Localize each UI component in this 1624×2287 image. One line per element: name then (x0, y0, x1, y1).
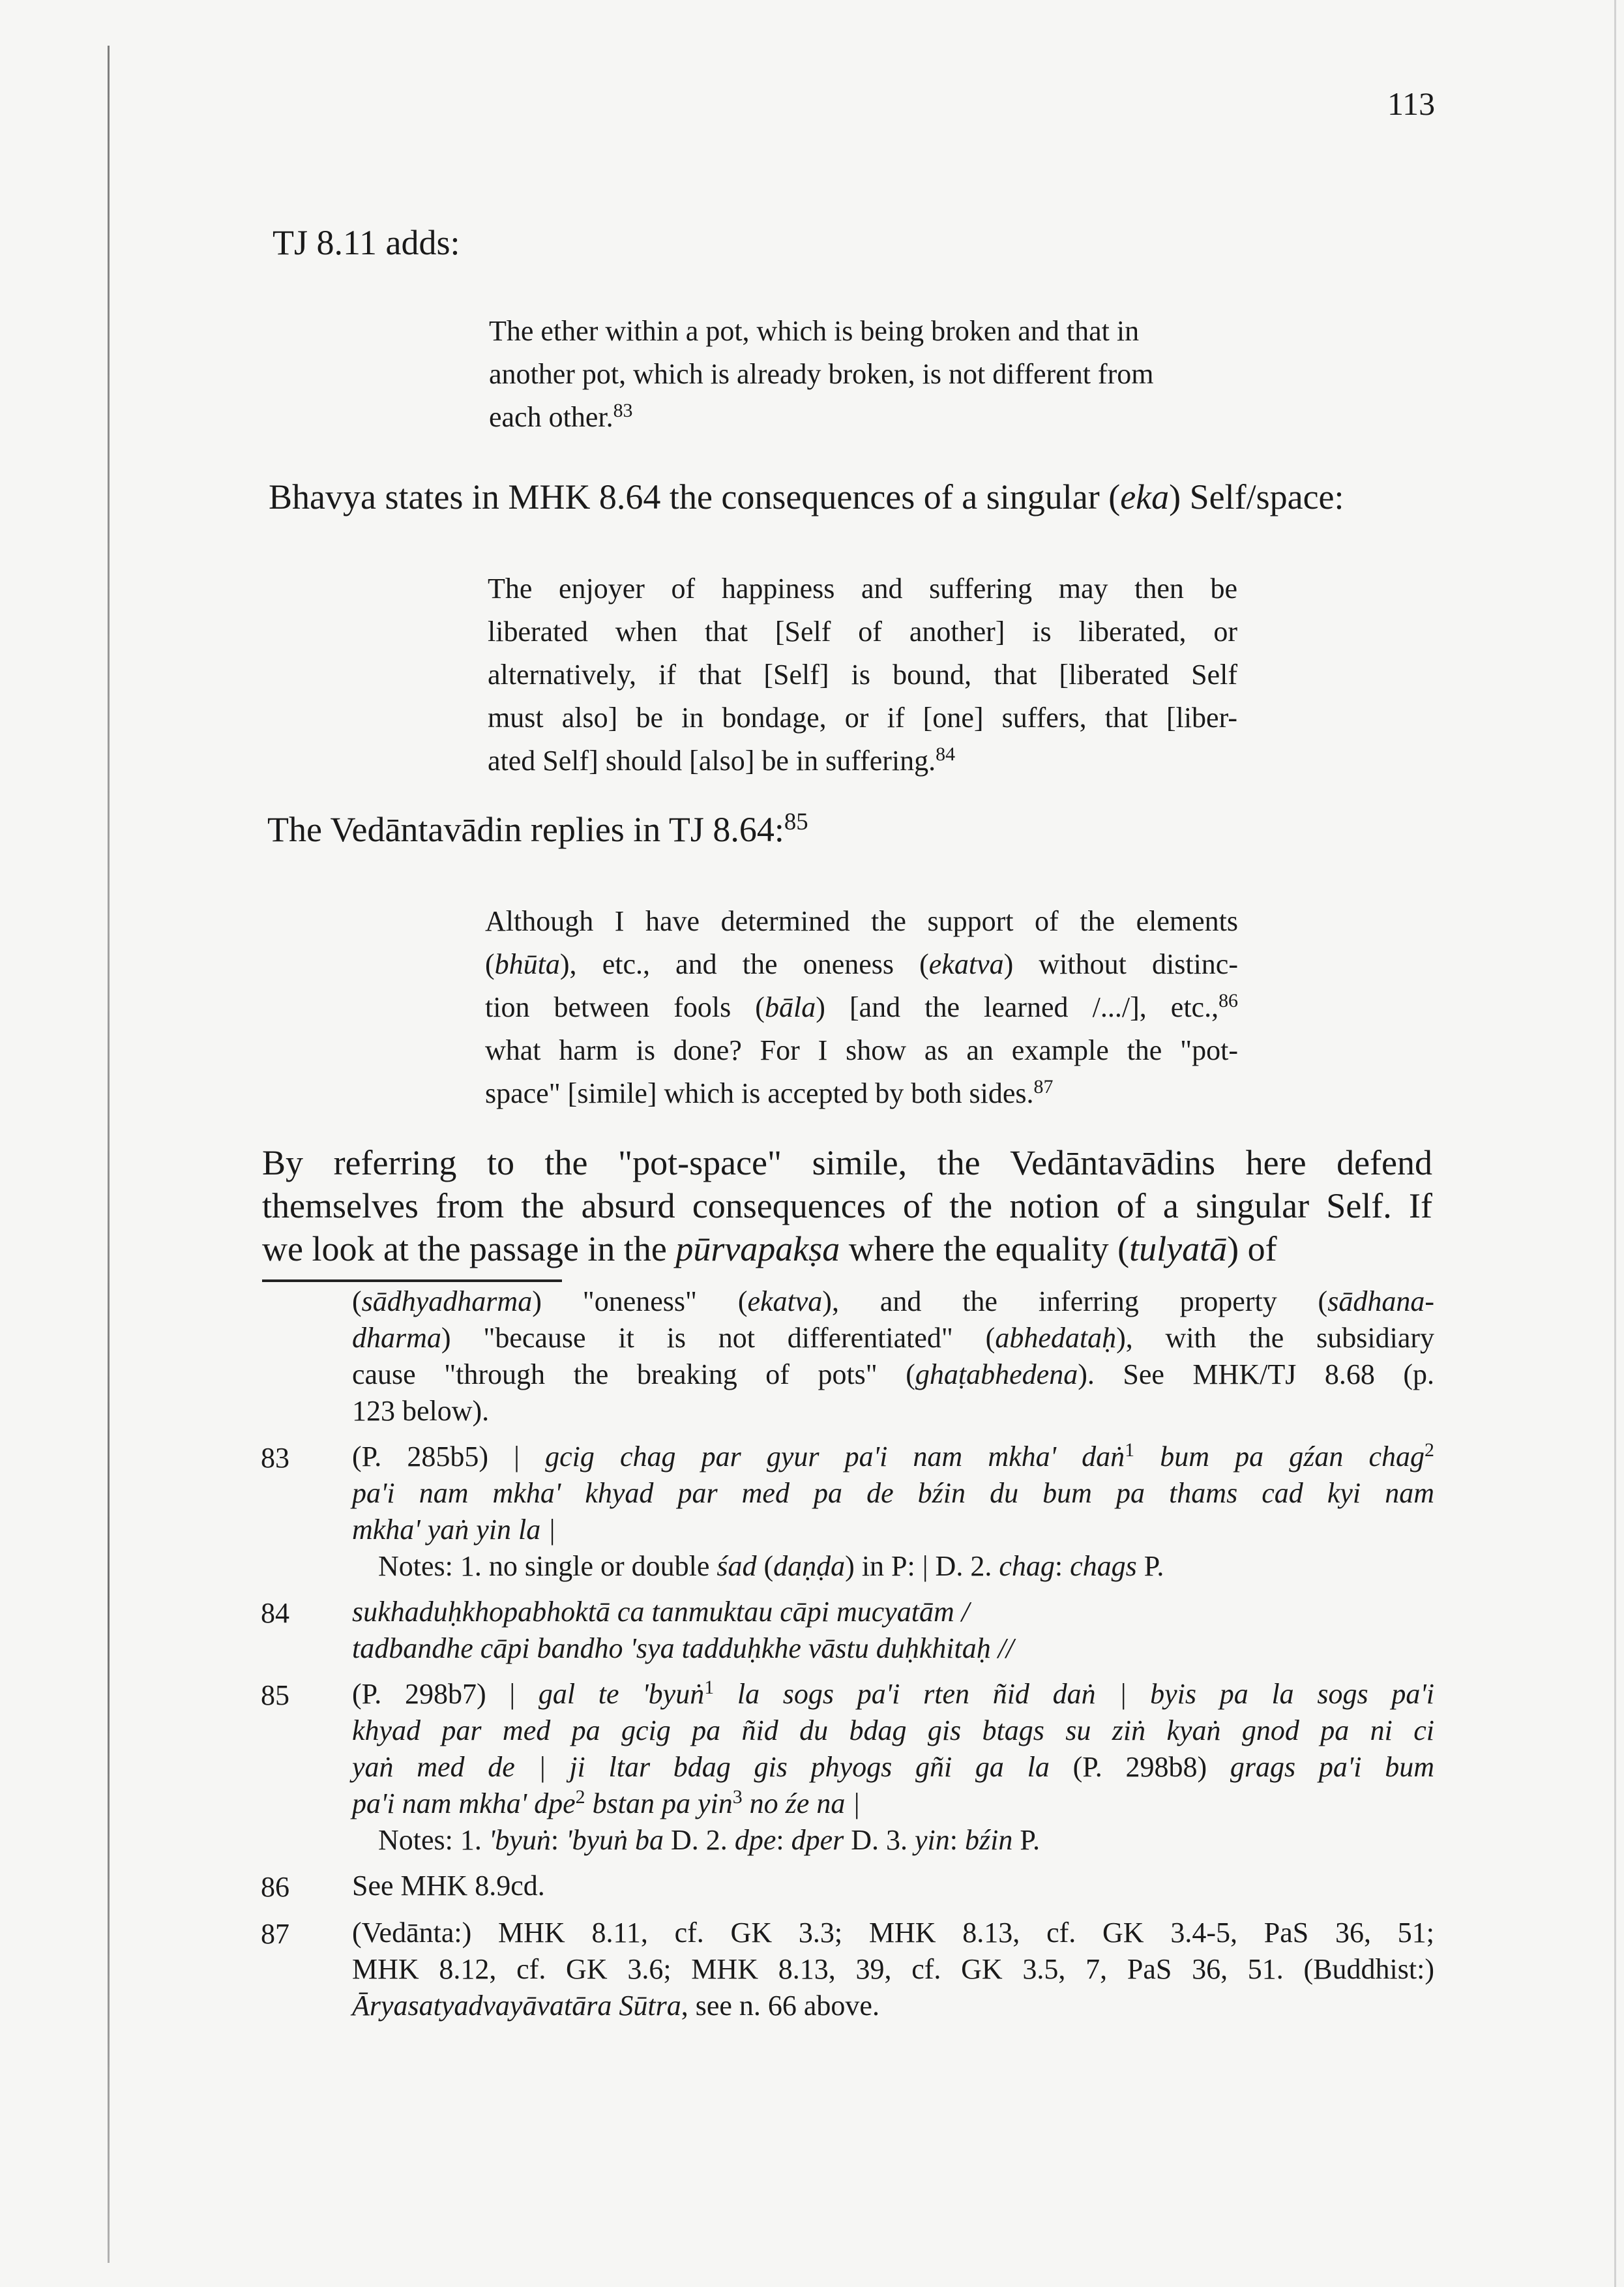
quote-line: The enjoyer of happiness and suffering may then be (488, 573, 1237, 605)
body-line: themselves from the absurd consequences of the notion of a singular Self. If (262, 1186, 1432, 1225)
intro-text: Bhavya states in MHK 8.64 the consequences of a singular ( (269, 477, 1121, 516)
fn-line: tadbandhe cāpi bandho 'sya tadduḥkhe vāstu duḥkhitaḥ // (352, 1632, 1014, 1664)
t: Notes: 1. (378, 1824, 489, 1856)
fn-line: See MHK 8.9cd. (352, 1870, 545, 1902)
footnote-number: 87 (261, 1918, 289, 1950)
body-paragraph (262, 1141, 1432, 1270)
footnote-continuation (352, 1283, 1434, 1429)
footnote-number: 84 (261, 1597, 289, 1629)
fn-line (352, 1283, 1434, 1320)
fn-line: mkha' yaṅ yin la | (352, 1514, 556, 1546)
term-tulyata: tulyatā (1129, 1229, 1228, 1268)
term: grags pa'i bum (1230, 1751, 1434, 1783)
footnote-ref-86[interactable]: 86 (1218, 990, 1238, 1012)
t: ) [and the learned /.../], etc., (816, 991, 1219, 1023)
footnotes (261, 1283, 1434, 2024)
fn-line (352, 1676, 1434, 1712)
term: pa'i nam mkha' dpe (352, 1787, 576, 1819)
t: P. (1012, 1824, 1040, 1856)
term-bala: bāla (764, 991, 816, 1023)
quote-line: another pot, which is already broken, is not different from (489, 358, 1154, 390)
t: ). See MHK/TJ 8.68 (p. (1078, 1358, 1434, 1390)
footnote-ref-84[interactable]: 84 (936, 743, 956, 766)
footnote-body (352, 1439, 1434, 1585)
t: ) "because it is not differentiated" ( (441, 1322, 996, 1354)
term-ekatva: ekatva (928, 948, 1004, 980)
t: D. 2. (664, 1824, 735, 1856)
fn-line (352, 1786, 1434, 1822)
t: space" [simile] which is accepted by both sides. (485, 1077, 1034, 1109)
term: bum pa gźan chag (1134, 1441, 1425, 1472)
fn-line: (Vedānta:) MHK 8.11, cf. GK 3.3; MHK 8.13, cf. GK 3.4-5, PaS 36, 51; (352, 1917, 1434, 1949)
quote-line (485, 943, 1238, 986)
footnote-body (352, 1915, 1434, 2024)
intro-text: The Vedāntavādin replies in TJ 8.64: (267, 810, 784, 849)
fn-line (352, 1320, 1434, 1356)
quote-tj-8-64 (485, 900, 1238, 1115)
t: P. (1136, 1550, 1164, 1582)
t: ), with the subsidiary (1116, 1322, 1434, 1354)
footnote-85 (261, 1676, 1434, 1859)
term: gcig chag par gyur pa'i nam mkha' daṅ (545, 1441, 1125, 1472)
term: 'byuṅ (488, 1824, 551, 1856)
footnote-87 (261, 1915, 1434, 2024)
fn-line: 123 below). (352, 1395, 490, 1427)
note-marker: 2 (575, 1786, 585, 1808)
term: chag (999, 1550, 1055, 1582)
term-purvapaksa: pūrvapakṣa (675, 1229, 840, 1268)
footnote-ref-87[interactable]: 87 (1033, 1076, 1054, 1098)
fn-line (352, 1988, 1434, 2024)
term: gal te 'byuṅ (538, 1678, 705, 1710)
note-marker: 3 (732, 1786, 743, 1808)
body-line (262, 1227, 1432, 1270)
t: : (550, 1824, 567, 1856)
fn-notes (352, 1822, 1434, 1859)
scan-shadow-left (108, 46, 110, 2263)
footnote-number: 86 (261, 1871, 289, 1903)
footnote-ref-85[interactable]: 85 (784, 807, 808, 835)
intro-tj-8-11: TJ 8.11 adds: (273, 223, 460, 262)
fn-line (352, 1749, 1434, 1786)
fn-line: MHK 8.12, cf. GK 3.6; MHK 8.13, 39, cf. GK 3.5, 7, PaS 36, 51. (Buddhist:) (352, 1953, 1434, 1985)
term: sādhyadharma (361, 1285, 533, 1317)
intro-text: ) Self/space: (1169, 477, 1344, 516)
term: no źe na | (742, 1787, 861, 1819)
term: dharma (352, 1322, 441, 1354)
note-marker: 2 (1425, 1439, 1434, 1461)
note-marker: 1 (1125, 1439, 1135, 1461)
t: ( (352, 1285, 362, 1317)
footnote-number: 85 (261, 1679, 289, 1711)
quote-tj-8-11 (489, 310, 1297, 439)
term: la sogs pa'i rten ñid daṅ | byis pa la sogs pa'i (714, 1678, 1434, 1710)
fn-line (352, 1439, 1434, 1475)
footnote-83 (261, 1439, 1434, 1585)
term: bźin (965, 1824, 1013, 1856)
fn-line (352, 1356, 1434, 1393)
t: D. 3. (844, 1824, 915, 1856)
note-marker: 1 (704, 1677, 715, 1699)
page-number: 113 (1387, 85, 1436, 122)
fn-notes (352, 1548, 1434, 1585)
t: , see n. 66 above. (681, 1990, 879, 2022)
quote-mhk-8-64 (488, 567, 1237, 783)
term: yin (915, 1824, 950, 1856)
t: ), and the inferring property ( (822, 1285, 1328, 1317)
footnote-ref-83[interactable]: 83 (613, 400, 633, 422)
t: where the equality ( (840, 1229, 1130, 1268)
scan-shadow-right (1614, 0, 1616, 2287)
t: (P. 285b5) | (352, 1441, 546, 1472)
t: (P. 298b8) (1049, 1751, 1230, 1783)
t: tion between fools ( (485, 991, 765, 1023)
intro-term-eka: eka (1120, 477, 1170, 516)
term: yaṅ med de | ji ltar bdag gis phyogs gñi ga la (352, 1751, 1050, 1783)
term: ekatva (747, 1285, 823, 1317)
footnote-body (352, 1594, 1434, 1667)
term: śad (716, 1550, 757, 1582)
t: : (949, 1824, 966, 1856)
quote-line: what harm is done? For I show as an example the "pot- (485, 1034, 1238, 1066)
quote-line (489, 396, 1297, 439)
t: (P. 298b7) | (352, 1678, 539, 1710)
footnote-body (352, 1868, 1434, 1906)
term: 'byuṅ ba (566, 1824, 664, 1856)
intro-tj-8-64 (267, 807, 808, 849)
quote-line: alternatively, if that [Self] is bound, that [liberated Self (488, 659, 1237, 691)
fn-line: khyad par med pa gcig pa ñid du bdag gis btags su ziṅ kyaṅ gnod pa ni ci (352, 1714, 1434, 1746)
footnote-84 (261, 1594, 1434, 1667)
quote-line (485, 1072, 1238, 1115)
quote-line (485, 986, 1238, 1029)
t: cause "through the breaking of pots" ( (352, 1358, 915, 1390)
t: ) of (1227, 1229, 1277, 1268)
t: ) in P: | D. 2. (845, 1550, 999, 1582)
quote-line (488, 740, 1237, 783)
footnote-86 (261, 1868, 1434, 1906)
term: sādhana- (1327, 1285, 1434, 1317)
term-bhuta: bhūta (494, 948, 560, 980)
term: ghaṭabhedena (915, 1358, 1078, 1390)
quote-line: The ether within a pot, which is being broken and that in (489, 315, 1140, 347)
t: we look at the passage in the (262, 1229, 676, 1268)
t: : (776, 1824, 791, 1856)
t: ) "oneness" ( (532, 1285, 748, 1317)
footnote-number: 83 (261, 1442, 289, 1474)
term: daṇḍa (773, 1550, 846, 1582)
t: Notes: 1. no single or double (378, 1550, 717, 1582)
body-line: By referring to the "pot-space" simile, the Vedāntavādins here defend (262, 1143, 1432, 1182)
footnote-body (352, 1676, 1434, 1859)
quote-line: Although I have determined the support of the elements (485, 905, 1238, 937)
t: ( (485, 948, 495, 980)
term: Āryasatyadvayāvatāra Sūtra (352, 1990, 681, 2022)
quote-line: liberated when that [Self of another] is liberated, or (488, 616, 1237, 648)
t: : (1054, 1550, 1070, 1582)
t: ( (756, 1550, 774, 1582)
term: dper (791, 1824, 844, 1856)
quote-line: must also] be in bondage, or if [one] suffers, that [liber- (488, 702, 1237, 734)
quote-line-text: ated Self] should [also] be in suffering. (488, 745, 936, 777)
fn-line: pa'i nam mkha' khyad par med pa de bźin du bum pa thams cad kyi nam (352, 1477, 1434, 1509)
fn-line: sukhaduḥkhopabhoktā ca tanmuktau cāpi mucyatām / (352, 1596, 970, 1628)
term: chags (1070, 1550, 1137, 1582)
intro-mhk-8-64 (269, 479, 1344, 515)
t: ), etc., and the oneness ( (559, 948, 929, 980)
quote-line-text: each other. (489, 401, 613, 433)
term: dpe (734, 1824, 776, 1856)
term: bstan pa yin (585, 1787, 733, 1819)
term: abhedataḥ (995, 1322, 1117, 1354)
t: ) without distinc- (1003, 948, 1238, 980)
footnote-separator (262, 1279, 562, 1282)
